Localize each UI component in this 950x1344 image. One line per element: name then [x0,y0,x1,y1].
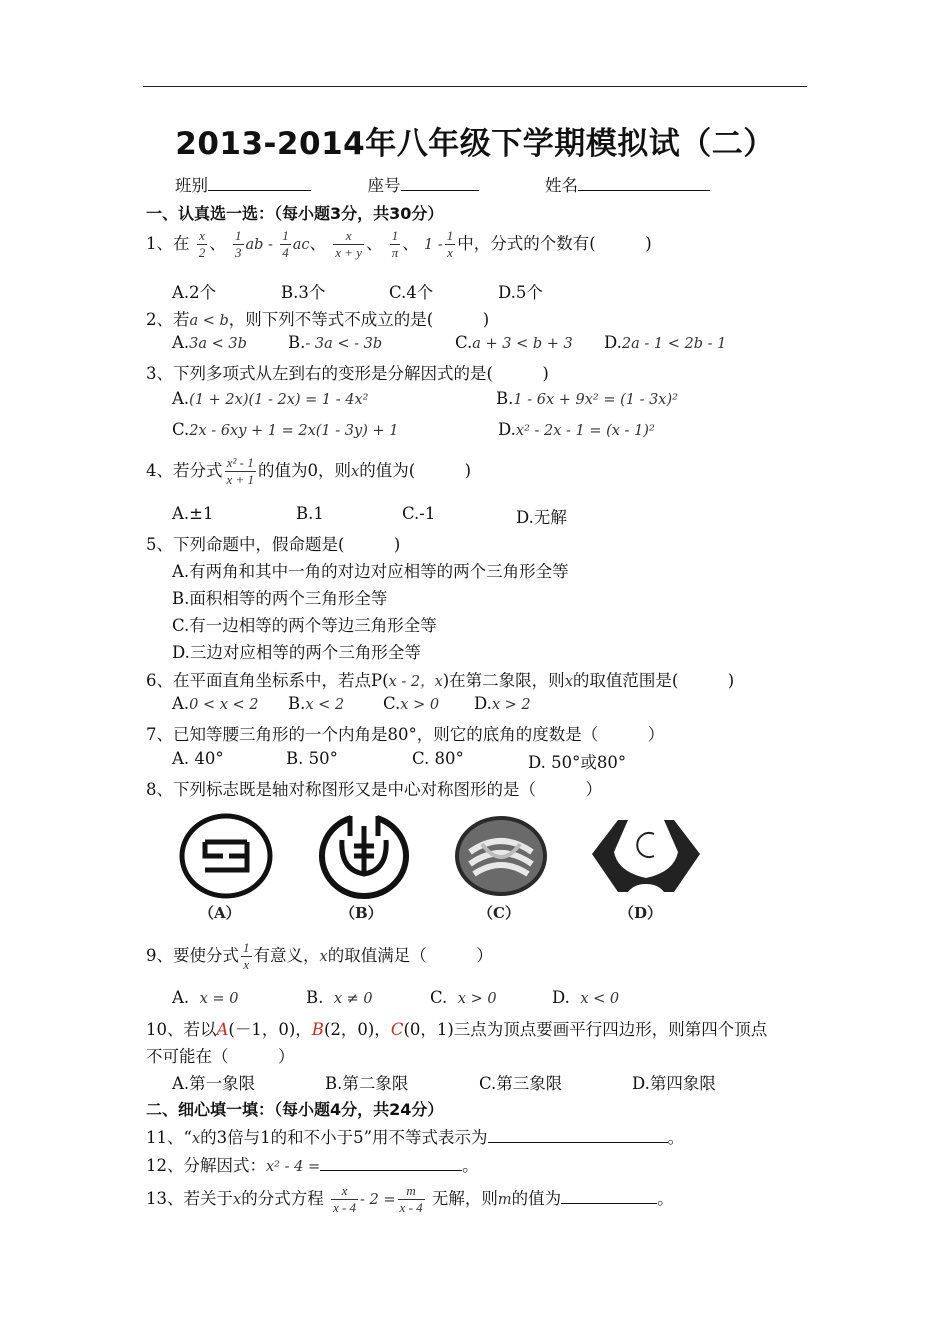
q7-option-c[interactable]: C. 80° [412,749,464,768]
q5-option-a[interactable]: A.有两角和其中一角的对边对应相等的两个三角形全等 [172,562,569,581]
q1-suffix: 中，分式的个数有( ) [457,234,652,253]
fraction: $\frac{x}{2}$ [198,228,206,260]
q4-option-a[interactable]: A.±1 [172,504,214,523]
q1-prefix: 1、在 [146,234,190,253]
question-3: 3、下列多项式从左到右的变形是分解因式的是( ) [146,364,549,383]
seat-label: 座号 [367,176,401,195]
fraction: $\frac{x}{x + y}$ [335,228,363,260]
section-2-heading: 二、细心填一填：（每小题4分，共24分） [146,1100,444,1119]
q1-option-c[interactable]: C.4个 [389,283,434,302]
question-10-line2: 不可能在（ ） [146,1047,295,1066]
q7-option-d[interactable]: D. 50°或80° [528,753,627,772]
q11-answer-blank[interactable] [488,1126,668,1143]
q2-option-c[interactable]: C.a + 3 < b + 3 [455,333,573,352]
q6-option-d[interactable]: D.x > 2 [474,694,531,713]
q12-answer-blank[interactable] [320,1154,462,1171]
q5-option-d[interactable]: D.三边对应相等的两个三角形全等 [172,643,421,662]
header-rule [143,86,807,87]
logo-d-icon[interactable] [588,812,704,900]
q9-option-b[interactable]: B. x ≠ 0 [306,988,373,1007]
fraction: $\frac{1}{x}$ [446,228,454,260]
class-label: 班别 [175,176,208,195]
logo-d-label: （D） [619,904,663,922]
q3-option-b[interactable]: B.1 - 6x + 9x² = (1 - 3x)² [496,389,678,408]
q10-option-d[interactable]: D.第四象限 [632,1074,716,1093]
fraction: $\frac{m}{x - 4}$ [399,1183,423,1215]
q10-option-b[interactable]: B.第二象限 [325,1074,409,1093]
page-title: 2013-2014年八年级下学期模拟试（二） [175,126,775,162]
q7-option-b[interactable]: B. 50° [286,749,338,768]
logo-c-icon[interactable] [452,812,550,900]
question-13: 13、若关于x的分式方程 $\frac{x}{x - 4}$ - 2 = $\frac{m}{x - 4}$ 无解，则m的值为 。 [146,1183,674,1215]
q9-option-c[interactable]: C. x > 0 [430,988,497,1007]
q9-option-a[interactable]: A. x = 0 [172,988,239,1007]
question-9: 9、要使分式 $\frac{1}{x}$ 有意义，x的取值满足（ ） [146,940,493,972]
fraction: $\frac{x}{x - 4}$ [332,1183,357,1215]
logo-a-label: （A） [199,904,241,922]
q1-option-b[interactable]: B.3个 [281,283,326,302]
q2-option-d[interactable]: D.2a - 1 < 2b - 1 [604,333,727,352]
q7-option-a[interactable]: A. 40° [172,749,224,768]
logo-b-label: （B） [340,904,383,922]
q13-answer-blank[interactable] [561,1187,657,1204]
fraction: $\frac{1}{4}$ [282,228,289,260]
q2-condition: a < b [189,313,229,329]
q2-option-a[interactable]: A.3a < 3b [172,333,247,352]
info-line [175,172,710,196]
q6-option-c[interactable]: C.x > 0 [383,694,440,713]
question-6: 6、在平面直角坐标系中，若点P(x - 2，x)在第二象限，则x的取值范围是( ) [146,671,735,690]
fraction: $\frac{\text{x² - 1}}{x + 1}$ [226,455,255,487]
question-10: 10、若以A(－1，0)，B(2，0)，C(0，1)三点为顶点要画平行四边形，则第四个顶点 [146,1020,768,1039]
logo-c-label: （C） [478,904,520,922]
fraction: $\frac{1}{x}$ [243,940,250,972]
q5-option-c[interactable]: C.有一边相等的两个等边三角形全等 [172,616,437,635]
question-2: 2、若a < b，则下列不等式不成立的是( ) [146,310,490,329]
question-12: 12、分解因式：x² - 4 = 。 [146,1156,479,1175]
seat-blank[interactable] [401,174,479,191]
q3-option-a[interactable]: A.(1 + 2x)(1 - 2x) = 1 - 4x² [172,389,369,408]
class-blank[interactable] [208,174,311,191]
question-1: 1、在 $\frac{x}{2}$ 、 $\frac{1}{3}$ ab - $\frac{1}{4}$ ac、 $\frac{x}{x + y}$ 、 $\frac{1}{\pi}$ 、 1 - $\frac{1}{x}$ 中，分式的个数有( ) [146,228,652,260]
name-label: 姓名 [545,176,578,195]
name-blank[interactable] [578,174,710,191]
q2-option-b[interactable]: B.- 3a < - 3b [288,333,383,352]
q3-option-c[interactable]: C.2x - 6xy + 1 = 2x(1 - 3y) + 1 [172,420,399,439]
logo-b-icon[interactable] [316,812,412,900]
fraction: $\frac{1}{\pi}$ [391,228,399,260]
q4-option-d[interactable]: D.无解 [516,508,567,527]
q10-option-a[interactable]: A.第一象限 [172,1074,256,1093]
q4-option-c[interactable]: C.-1 [402,504,436,523]
logo-a-icon[interactable] [178,812,274,900]
q3-option-d[interactable]: D.x² - 2x - 1 = (x - 1)² [498,420,655,439]
q5-option-b[interactable]: B.面积相等的两个三角形全等 [172,589,388,608]
q9-option-d[interactable]: D. x < 0 [552,988,620,1007]
q6-option-b[interactable]: B.x < 2 [288,694,345,713]
question-7: 7、已知等腰三角形的一个内角是80°，则它的底角的度数是（ ） [146,725,665,744]
question-4: 4、若分式 $\frac{\text{x² - 1}}{x + 1}$ 的值为0，则x的值为( ) [146,455,472,487]
q10-option-c[interactable]: C.第三象限 [479,1074,563,1093]
q6-option-a[interactable]: A.0 < x < 2 [172,694,259,713]
fraction: $\frac{1}{3}$ [235,228,242,260]
q1-option-a[interactable]: A.2个 [172,283,217,302]
question-5: 5、下列命题中，假命题是( ) [146,535,401,554]
q4-option-b[interactable]: B.1 [296,504,324,523]
question-11: 11、“x的3倍与1的和不小于5”用不等式表示为 。 [146,1128,685,1147]
question-8: 8、下列标志既是轴对称图形又是中心对称图形的是（ ） [146,780,602,799]
q1-option-d[interactable]: D.5个 [498,283,543,302]
section-1-heading: 一、认真选一选：（每小题3分，共30分） [146,204,444,223]
